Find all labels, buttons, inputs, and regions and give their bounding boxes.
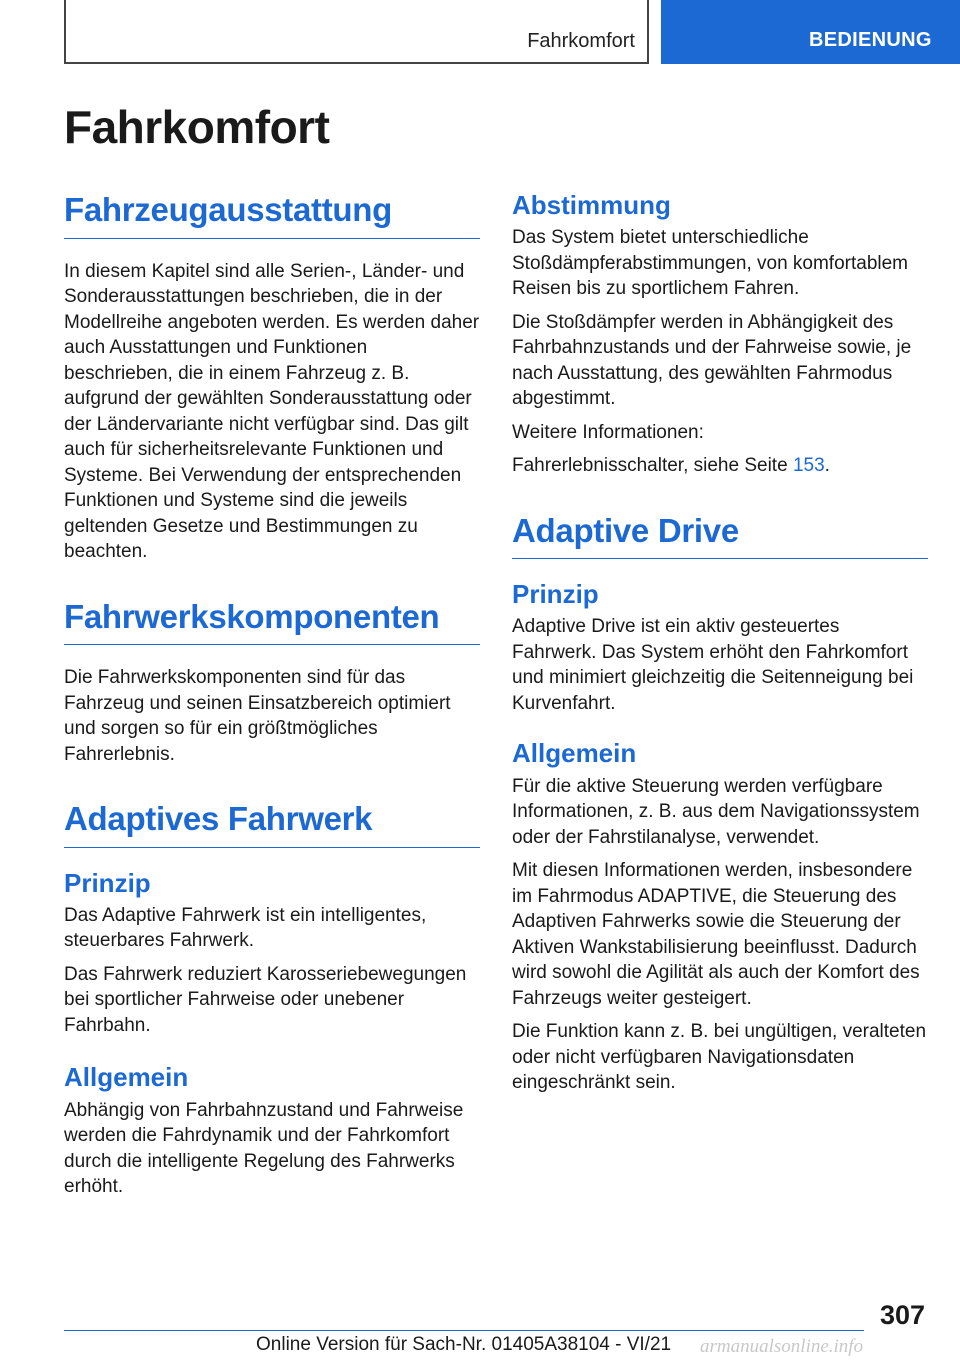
paragraph: Abhängig von Fahrbahnzustand und Fahrweise werden die Fahrdynamik und der Fahrkomfort durch die intelligente Regelung des Fahrwerks erhöht. [64,1099,464,1198]
section-adaptives-fahrwerk [64,799,480,1199]
section-abstimmung [512,190,928,479]
page-link-153[interactable]: 153 [792,455,825,477]
section-fahrwerkskomponenten [64,597,480,768]
paragraph: Die Funktion kann z. B. bei ungültigen, veralteten oder nicht verfügbaren Navigationsdaten eingeschränkt sein. [512,1021,927,1094]
footer-divider [64,1330,864,1331]
heading-allgemein: Allgemein [64,1062,189,1093]
cross-reference-text: Fahrerlebnisschalter, siehe Seite [512,455,793,477]
page-title: Fahrkomfort [64,101,330,153]
section-adaptive-drive [512,511,928,1096]
footer-online-version: Online Version für Sach-Nr. 01405A38104 - VI/21 [256,1334,672,1355]
subsection-allgemein [512,738,928,1095]
paragraph: Die Stoßdämpfer werden in Abhängigkeit des Fahrbahnzustands und der Fahrweise sowie, je nach Ausstattung, des gewählten Fahrmodus abgestimmt. [512,311,912,410]
header-chapter-tab-label: BEDIENUNG [809,29,932,51]
page-number: 307 [880,1300,926,1330]
heading-adaptive-drive: Adaptive Drive [512,511,928,560]
text-fahrzeugausstattung: In diesem Kapitel sind alle Serien-, Länder- und Sonderausstattungen beschrieben, die in der Modellreihe angeboten werden. Es werden daher auch Ausstattungen und Funktionen beschrieben, die in einem Fahrzeug z. B. aufgrund der gewählten Sonderausstattung oder der Ländervariante nicht verfügbar sind. Das gilt auch für sicherheitsrelevante Funktionen und Systeme. Bei Verwendung der entsprechenden Funktionen und Systeme sind die jeweils geltenden Gesetze und Bestimmungen zu beachten. [64,260,480,563]
subsection-prinzip [512,579,928,716]
right-column [512,190,928,1128]
heading-prinzip: Prinzip [64,867,151,898]
paragraph: Das System bietet unterschiedliche Stoßdämpferabstimmungen, von komfortablem Reisen bis zu sportlichem Fahren. [512,227,909,300]
heading-abstimmung: Abstimmung [512,190,671,220]
paragraph: Adaptive Drive ist ein aktiv gesteuertes Fahrwerk. Das System erhöht den Fahrkomfort und minimiert gleichzeitig die Seitenneigung bei Kurvenfahrt. [512,616,914,714]
heading-prinzip: Prinzip [512,579,599,610]
subsection-allgemein [64,1062,480,1199]
paragraph: Das Adaptive Fahrwerk ist ein intelligentes, steuerbares Fahrwerk. [64,904,427,952]
text-fahrwerkskomponenten: Die Fahrwerkskomponenten sind für das Fahrzeug und seinen Einsatzbereich optimiert und sorgen so für ein größtmögliches Fahrerlebnis. [64,667,451,765]
header-section-box [64,0,649,64]
left-column [64,190,480,1232]
section-fahrzeugausstattung [64,190,480,565]
paragraph: Das Fahrwerk reduziert Karosseriebewegungen bei sportlicher Fahrweise oder unebener Fahrbahn. [64,963,467,1036]
cross-reference-end: . [824,455,830,477]
heading-adaptives-fahrwerk: Adaptives Fahrwerk [64,799,480,848]
cross-reference [512,453,928,479]
watermark: armanualsonline.info [700,1336,864,1357]
paragraph: Weitere Informationen: [512,421,704,443]
subsection-prinzip [64,868,480,1039]
heading-allgemein: Allgemein [512,738,637,769]
heading-fahrzeugausstattung: Fahrzeugausstattung [64,190,480,239]
header-section-title: Fahrkomfort [527,30,635,52]
header-chapter-tab[interactable] [661,0,960,64]
heading-fahrwerkskomponenten: Fahrwerkskomponenten [64,597,480,646]
paragraph: Mit diesen Informationen werden, insbesondere im Fahrmodus ADAPTIVE, die Steuerung des Adaptiven Fahrwerks sowie die Steuerung der Aktiven Wankstabilisierung beeinflusst. Dadurch wird sowohl die Agilität als auch der Komfort des Fahrzeugs weiter gesteigert. [512,860,920,1009]
paragraph: Für die aktive Steuerung werden verfügbare Informationen, z. B. aus dem Navigationssystem oder der Fahrstilanalyse, verwendet. [512,775,920,848]
